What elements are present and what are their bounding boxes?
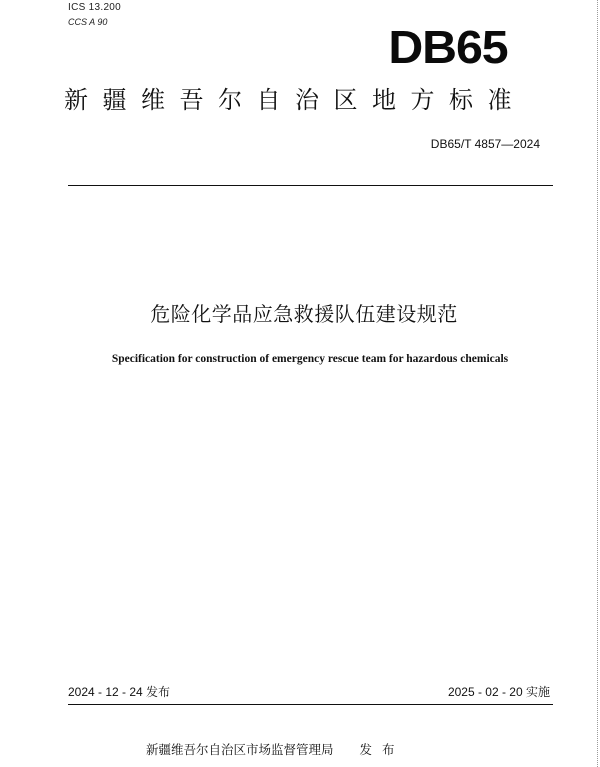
issuer-verb: 发布 (359, 742, 405, 757)
implementation-date: 2025 - 02 - 20 实施 (447, 685, 550, 699)
document-title-chinese: 危险化学品应急救援队伍建设规范 (150, 302, 458, 326)
top-divider (68, 185, 553, 186)
standard-number: DB65/T 4857—2024 (430, 137, 540, 151)
issuing-authority (146, 742, 405, 758)
document-title-english: Specification for construction of emergency rescue team for hazardous chemicals (111, 353, 509, 365)
issue-date: 2024 - 12 - 24 发布 (68, 685, 171, 699)
standard-classification: 新疆维吾尔自治区地方标准 (64, 86, 526, 114)
ics-code: ICS 13.200 (68, 2, 122, 13)
scan-edge-line (596, 0, 598, 767)
ccs-code: CCS A 90 (68, 17, 108, 27)
bottom-divider (68, 704, 553, 705)
db65-logo: DB65 (388, 21, 508, 73)
issuer-name: 新疆维吾尔自治区市场监督管理局 (146, 742, 334, 757)
